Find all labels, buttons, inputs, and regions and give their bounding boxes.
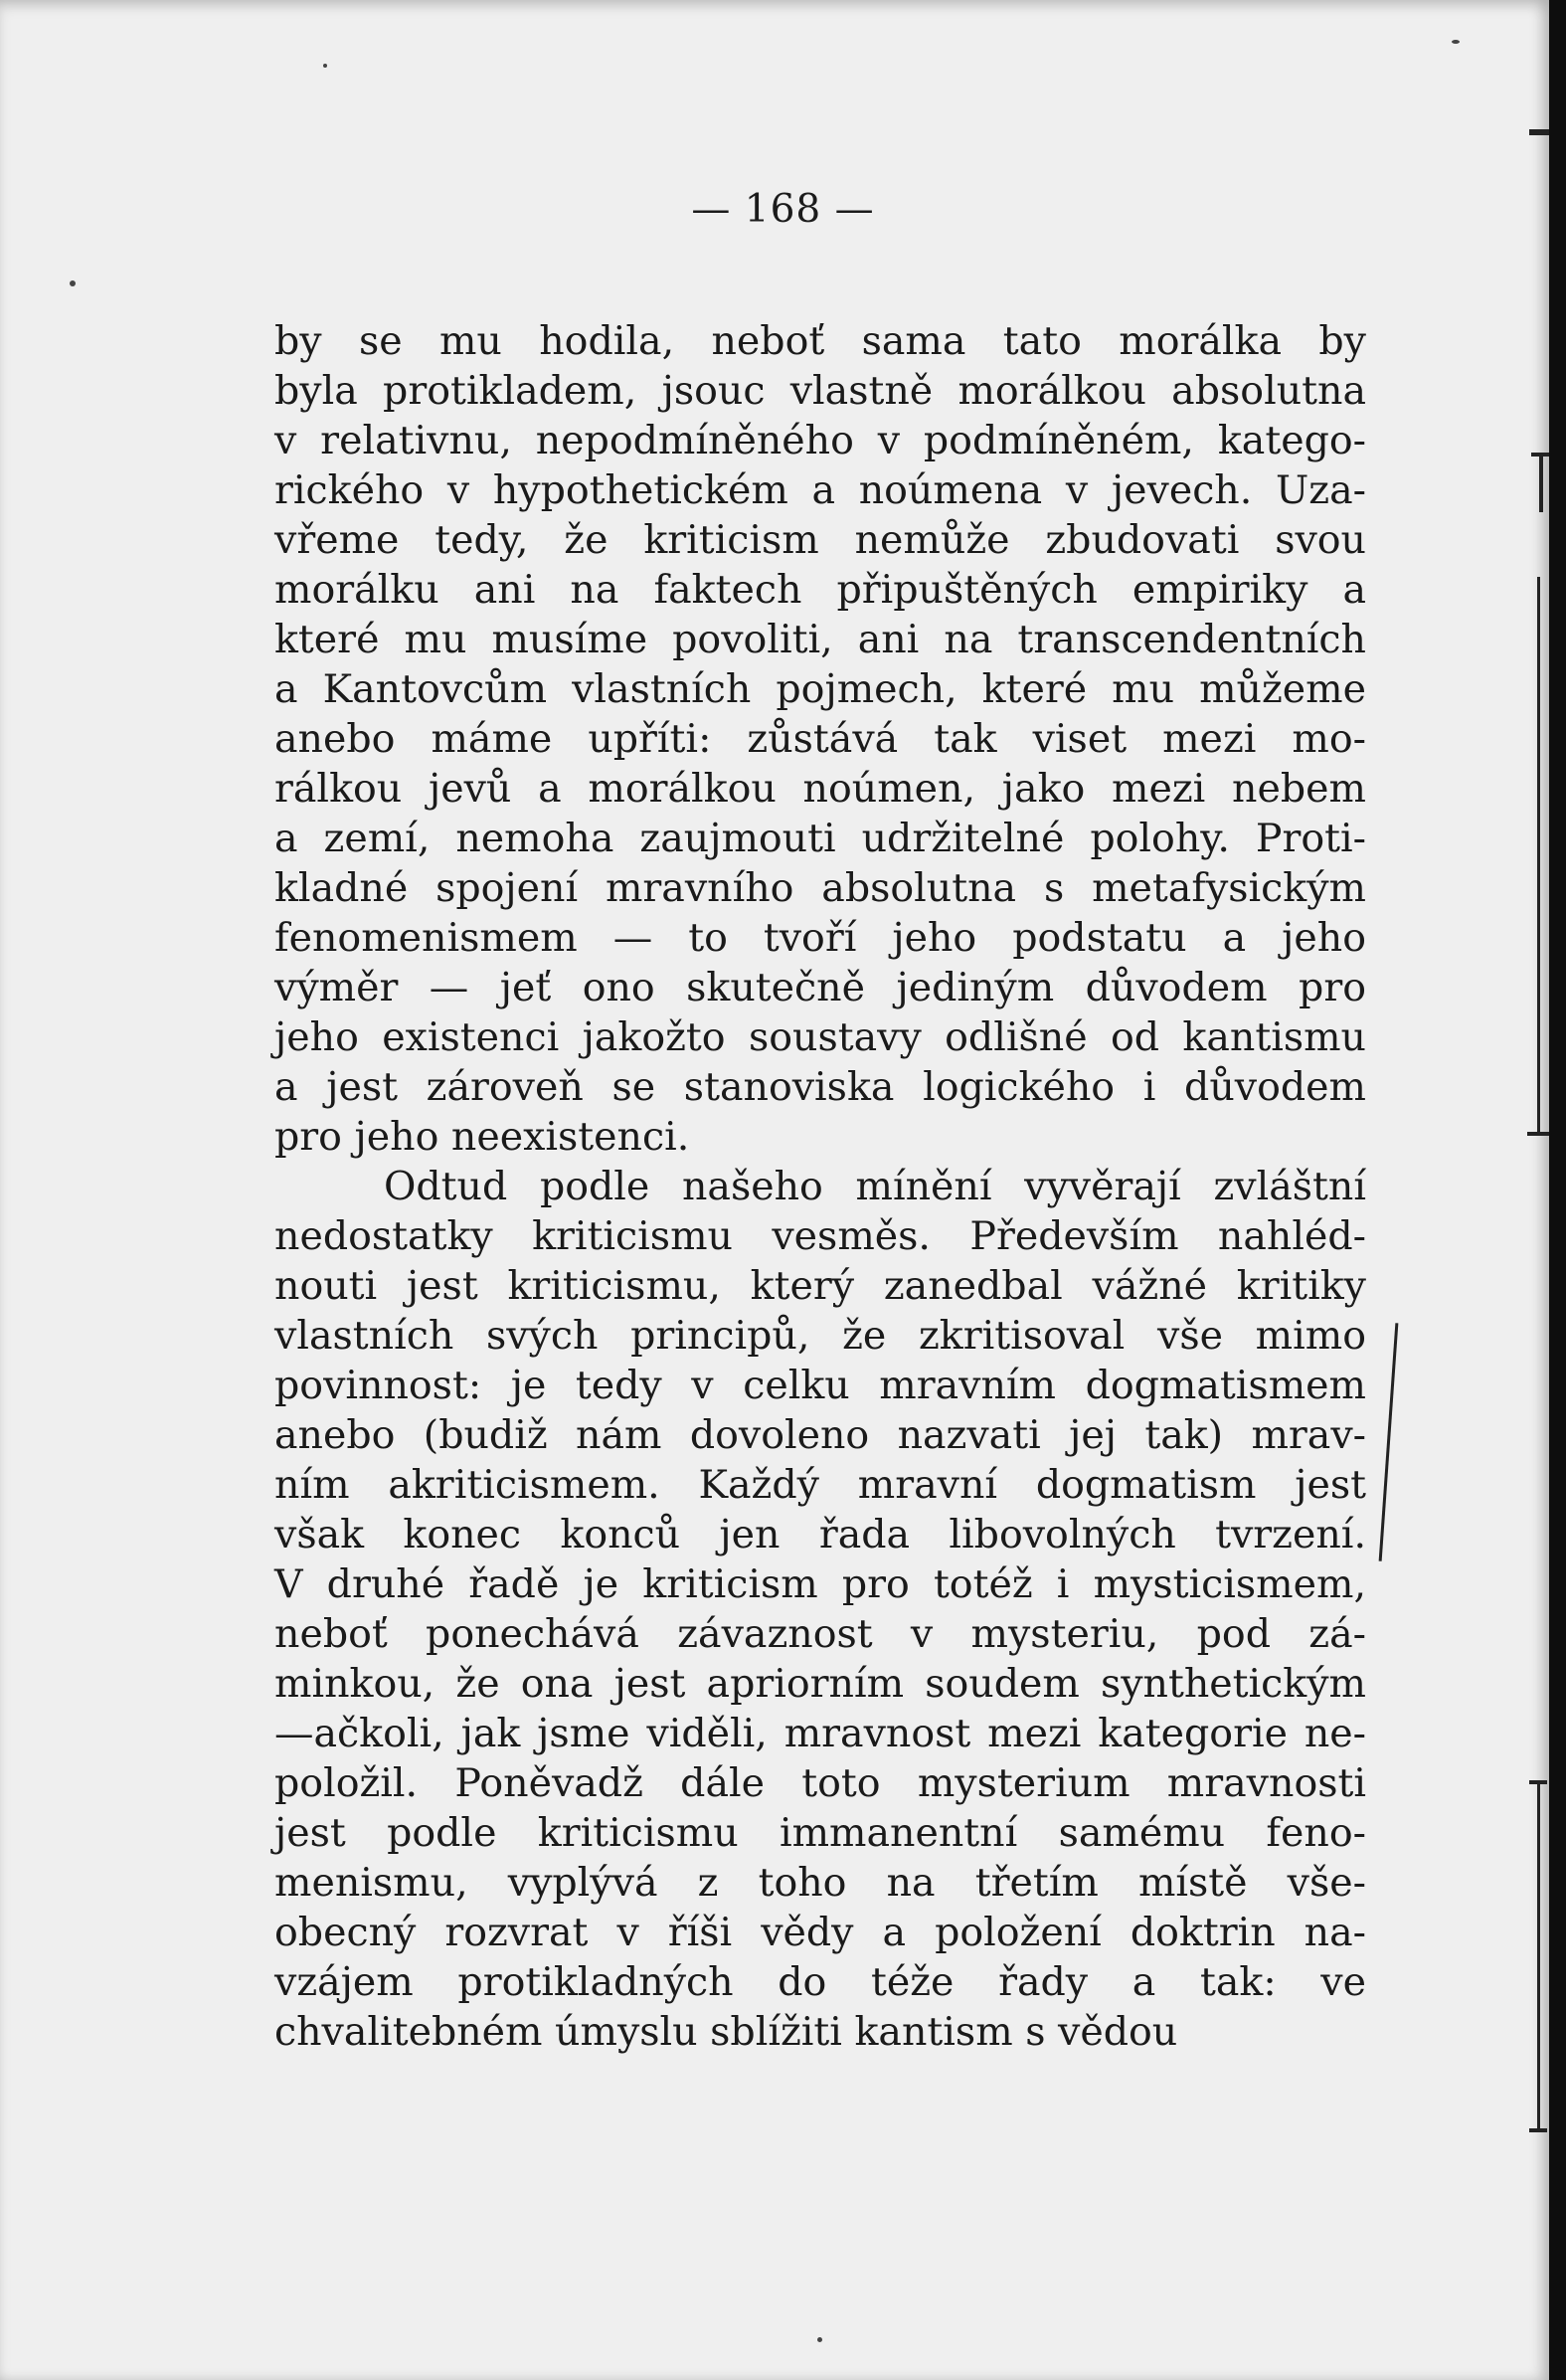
text-line: —ačkoli, jak jsme viděli, mravnost mezi kategorie ne- bbox=[274, 1711, 1366, 1756]
scan-edge bbox=[1549, 0, 1566, 2380]
text-line: které mu musíme povoliti, ani na transcendentních bbox=[274, 617, 1366, 662]
text-line: a jest zároveň se stanoviska logického i důvodem bbox=[274, 1064, 1366, 1110]
page-number: — 168 — bbox=[691, 187, 875, 232]
paper-speck bbox=[1452, 40, 1460, 44]
paragraph bbox=[274, 316, 1366, 1162]
margin-mark bbox=[1539, 453, 1543, 512]
text-line: menismu, vyplývá z toho na třetím místě vše- bbox=[274, 1860, 1366, 1906]
paper-speck bbox=[70, 280, 76, 286]
text-line: vřeme tedy, že kriticism nemůže zbudovati svou bbox=[274, 517, 1366, 563]
margin-mark bbox=[1531, 453, 1551, 457]
text-line: Odtud podle našeho mínění vyvěrají zvláštní bbox=[384, 1164, 1366, 1209]
paper-speck bbox=[323, 64, 327, 68]
text-line: povinnost: je tedy v celku mravním dogmatismem bbox=[274, 1363, 1366, 1408]
margin-mark bbox=[1537, 577, 1540, 1134]
text-line: anebo (budiž nám dovoleno nazvati jej tak) mrav- bbox=[274, 1412, 1366, 1458]
text-line: rálkou jevů a morálkou noúmen, jako mezi nebem bbox=[274, 766, 1366, 812]
text-line: jest podle kriticismu immanentní samému feno- bbox=[274, 1810, 1366, 1856]
text-line: vlastních svých principů, že zkritisoval vše mimo bbox=[274, 1313, 1366, 1359]
margin-mark bbox=[1529, 2128, 1547, 2132]
margin-mark bbox=[1379, 1323, 1399, 1561]
text-line: a zemí, nemoha zaujmouti udržitelné polohy. Proti- bbox=[274, 816, 1366, 861]
margin-mark bbox=[1527, 1132, 1549, 1136]
body-text bbox=[274, 316, 1366, 2057]
text-line: obecný rozvrat v říši vědy a položení doktrin na- bbox=[274, 1910, 1366, 1955]
text-line: však konec konců jen řada libovolných tvrzení. bbox=[274, 1512, 1366, 1557]
text-line: morálku ani na faktech připuštěných empiriky a bbox=[274, 567, 1366, 613]
text-line: anebo máme upříti: zůstává tak viset mezi mo- bbox=[274, 716, 1366, 762]
text-line: fenomenismem — to tvoří jeho podstatu a jeho bbox=[274, 915, 1366, 961]
margin-mark bbox=[1537, 1780, 1540, 2128]
text-line: chvalitebném úmyslu sblížiti kantism s vědou bbox=[274, 2009, 1178, 2055]
text-line: kladné spojení mravního absolutna s metafysickým bbox=[274, 865, 1366, 911]
text-line: rického v hypothetickém a noúmena v jevech. Uza- bbox=[274, 467, 1366, 513]
text-line: a Kantovcům vlastních pojmech, které mu můžeme bbox=[274, 666, 1366, 712]
paper-speck bbox=[817, 2337, 822, 2342]
text-line: pro jeho neexistenci. bbox=[274, 1114, 690, 1160]
text-line: V druhé řadě je kriticism pro totéž i mysticismem, bbox=[274, 1561, 1366, 1607]
text-line: v relativnu, nepodmíněného v podmíněném, katego- bbox=[274, 418, 1366, 463]
paragraph bbox=[274, 1162, 1366, 2057]
text-line: byla protikladem, jsouc vlastně morálkou absolutna bbox=[274, 368, 1366, 414]
margin-mark bbox=[1529, 129, 1549, 135]
text-line: ním akriticismem. Každý mravní dogmatism jest bbox=[274, 1462, 1366, 1508]
text-line: vzájem protikladných do téže řady a tak: ve bbox=[274, 1959, 1366, 2005]
text-line: nouti jest kriticismu, který zanedbal vážné kritiky bbox=[274, 1263, 1366, 1309]
text-line: položil. Poněvadž dále toto mysterium mravnosti bbox=[274, 1760, 1366, 1806]
text-line: jeho existenci jakožto soustavy odlišné od kantismu bbox=[274, 1014, 1366, 1060]
margin-mark bbox=[1529, 1780, 1547, 1784]
text-line: výměr — jeť ono skutečně jediným důvodem pro bbox=[274, 965, 1366, 1010]
text-line: minkou, že ona jest apriorním soudem synthetickým bbox=[274, 1661, 1366, 1707]
text-line: by se mu hodila, neboť sama tato morálka by bbox=[274, 318, 1366, 364]
text-line: neboť ponechává závaznost v mysteriu, pod zá- bbox=[274, 1611, 1366, 1657]
text-line: nedostatky kriticismu vesměs. Především nahléd- bbox=[274, 1213, 1366, 1259]
